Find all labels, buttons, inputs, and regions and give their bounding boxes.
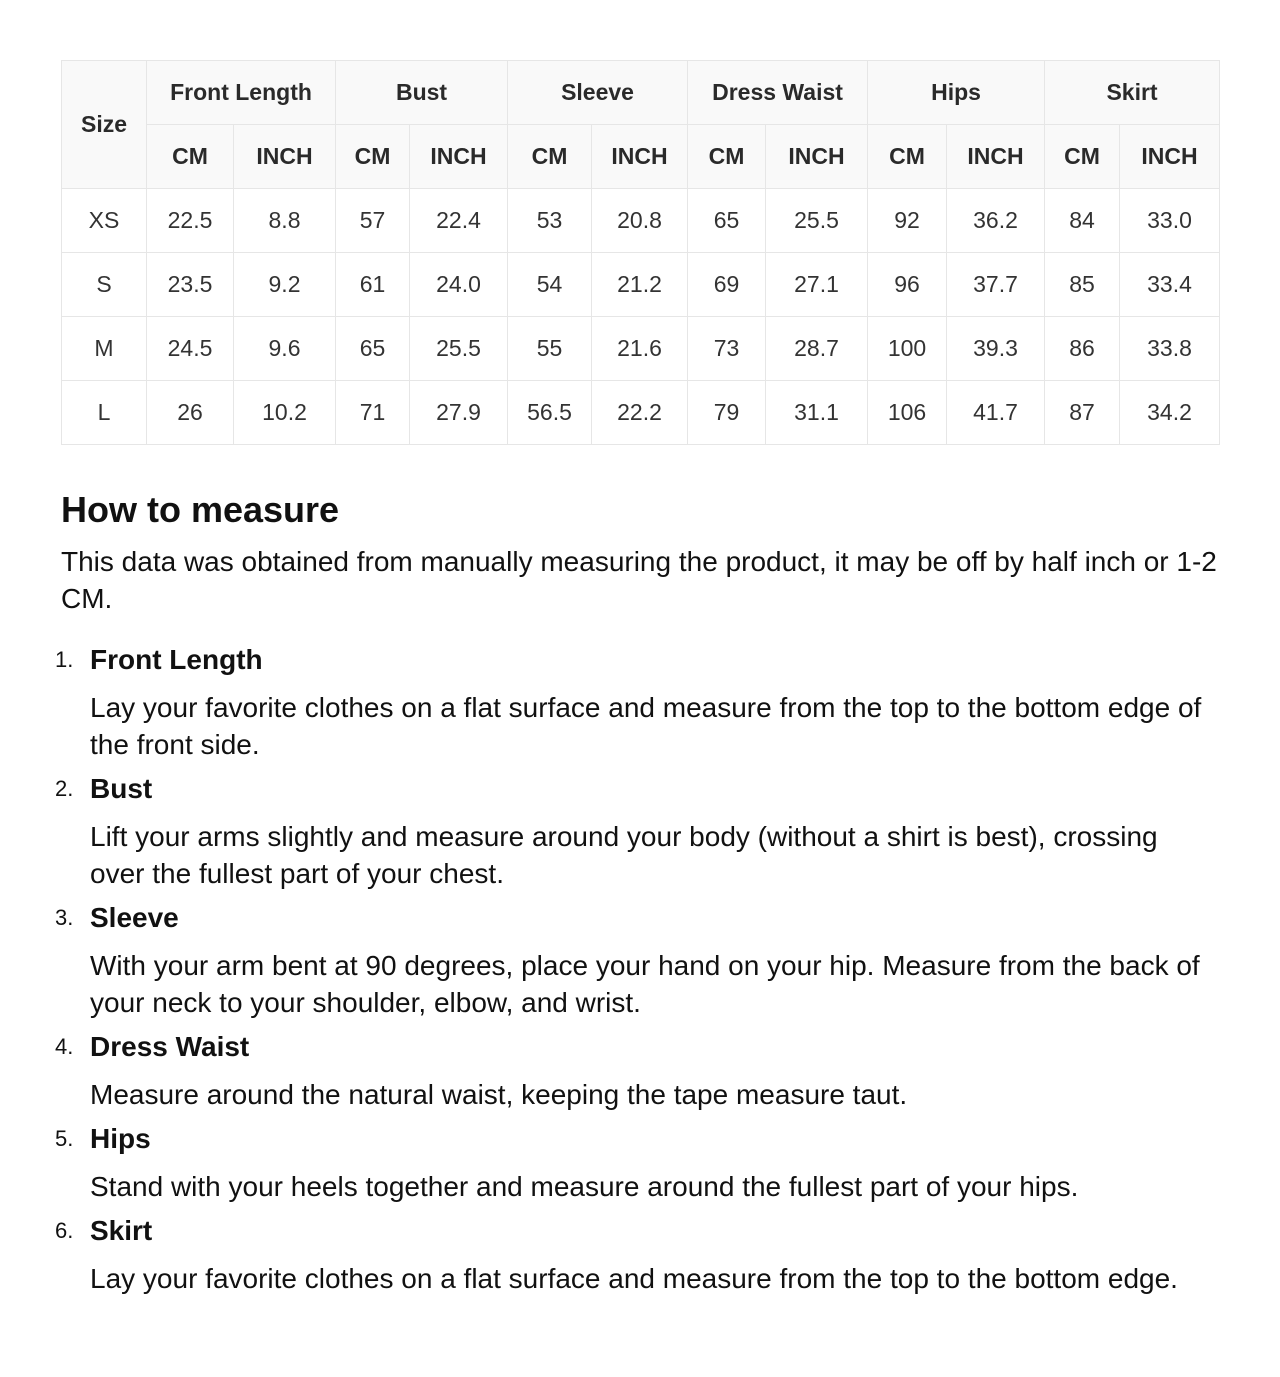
unit-header-cm: CM <box>688 125 766 189</box>
group-header-skirt: Skirt <box>1045 61 1220 125</box>
how-to-measure-title: How to measure <box>61 489 340 530</box>
table-cell: 55 <box>508 317 592 381</box>
table-cell: 20.8 <box>592 189 688 253</box>
list-item <box>55 1122 1219 1205</box>
group-header-front-length: Front Length <box>147 61 336 125</box>
size-chart-table <box>61 60 1220 445</box>
list-item <box>55 772 1219 892</box>
table-cell: 79 <box>688 381 766 445</box>
unit-header-cm: CM <box>508 125 592 189</box>
table-cell: 84 <box>1045 189 1120 253</box>
table-row <box>62 317 1220 381</box>
unit-header-cm: CM <box>147 125 234 189</box>
unit-header-inch: INCH <box>410 125 508 189</box>
table-cell: 21.2 <box>592 253 688 317</box>
list-item <box>55 1214 1219 1297</box>
table-cell: 73 <box>688 317 766 381</box>
unit-header-inch: INCH <box>234 125 336 189</box>
size-cell: XS <box>62 189 147 253</box>
step-number: 5. <box>55 1126 74 1151</box>
table-cell: 39.3 <box>947 317 1045 381</box>
list-item <box>55 643 1219 763</box>
table-cell: 87 <box>1045 381 1120 445</box>
unit-header-inch: INCH <box>766 125 868 189</box>
list-item <box>55 1030 1219 1113</box>
group-header-dress-waist: Dress Waist <box>688 61 868 125</box>
group-header-bust: Bust <box>336 61 508 125</box>
step-number: 2. <box>55 776 74 801</box>
table-cell: 25.5 <box>410 317 508 381</box>
table-cell: 37.7 <box>947 253 1045 317</box>
step-title: Bust <box>90 773 153 804</box>
step-description: Lay your favorite clothes on a flat surface and measure from the top to the bottom edge. <box>90 1263 1178 1294</box>
table-cell: 61 <box>336 253 410 317</box>
unit-header-cm: CM <box>1045 125 1120 189</box>
table-cell: 33.4 <box>1120 253 1220 317</box>
measurement-disclaimer: This data was obtained from manually measuring the product, it may be off by half inch or 1-2 CM. <box>61 546 1217 614</box>
header-row-units <box>62 125 1220 189</box>
step-number: 3. <box>55 905 74 930</box>
table-cell: 96 <box>868 253 947 317</box>
step-title: Front Length <box>90 644 263 675</box>
step-title: Hips <box>90 1123 151 1154</box>
step-description: Stand with your heels together and measure around the fullest part of your hips. <box>90 1171 1079 1202</box>
size-cell: L <box>62 381 147 445</box>
step-description: Measure around the natural waist, keeping the tape measure taut. <box>90 1079 908 1110</box>
table-cell: 92 <box>868 189 947 253</box>
table-row <box>62 381 1220 445</box>
table-cell: 33.0 <box>1120 189 1220 253</box>
step-title: Dress Waist <box>90 1031 250 1062</box>
table-row <box>62 253 1220 317</box>
table-cell: 22.2 <box>592 381 688 445</box>
step-number: 1. <box>55 647 74 672</box>
list-item <box>55 901 1219 1021</box>
table-cell: 57 <box>336 189 410 253</box>
header-row-groups <box>62 61 1220 125</box>
table-cell: 34.2 <box>1120 381 1220 445</box>
table-cell: 22.5 <box>147 189 234 253</box>
table-cell: 24.0 <box>410 253 508 317</box>
table-cell: 10.2 <box>234 381 336 445</box>
table-cell: 28.7 <box>766 317 868 381</box>
table-body <box>62 189 1220 445</box>
table-cell: 27.9 <box>410 381 508 445</box>
table-cell: 27.1 <box>766 253 868 317</box>
table-cell: 86 <box>1045 317 1120 381</box>
table-cell: 106 <box>868 381 947 445</box>
table-cell: 41.7 <box>947 381 1045 445</box>
table-cell: 33.8 <box>1120 317 1220 381</box>
table-cell: 54 <box>508 253 592 317</box>
unit-header-inch: INCH <box>592 125 688 189</box>
size-cell: S <box>62 253 147 317</box>
table-cell: 71 <box>336 381 410 445</box>
unit-header-cm: CM <box>868 125 947 189</box>
size-column-header: Size <box>62 61 147 189</box>
table-header <box>62 61 1220 189</box>
step-description: Lift your arms slightly and measure around your body (without a shirt is best), crossing over the fullest part of your chest. <box>90 821 1158 889</box>
step-number: 4. <box>55 1034 74 1059</box>
table-cell: 65 <box>336 317 410 381</box>
table-cell: 31.1 <box>766 381 868 445</box>
step-description: With your arm bent at 90 degrees, place your hand on your hip. Measure from the back of your neck to your shoulder, elbow, and wrist. <box>90 950 1200 1018</box>
step-number: 6. <box>55 1218 74 1243</box>
measurement-steps-list <box>55 643 1219 1297</box>
table-cell: 23.5 <box>147 253 234 317</box>
step-title: Skirt <box>90 1215 153 1246</box>
step-title: Sleeve <box>90 902 179 933</box>
table-cell: 22.4 <box>410 189 508 253</box>
table-cell: 69 <box>688 253 766 317</box>
size-cell: M <box>62 317 147 381</box>
table-cell: 53 <box>508 189 592 253</box>
table-cell: 85 <box>1045 253 1120 317</box>
unit-header-cm: CM <box>336 125 410 189</box>
unit-header-inch: INCH <box>1120 125 1220 189</box>
table-cell: 9.6 <box>234 317 336 381</box>
table-row <box>62 189 1220 253</box>
unit-header-inch: INCH <box>947 125 1045 189</box>
group-header-hips: Hips <box>868 61 1045 125</box>
table-cell: 24.5 <box>147 317 234 381</box>
table-cell: 36.2 <box>947 189 1045 253</box>
step-description: Lay your favorite clothes on a flat surface and measure from the top to the bottom edge of the front side. <box>90 692 1202 760</box>
table-cell: 9.2 <box>234 253 336 317</box>
table-cell: 56.5 <box>508 381 592 445</box>
table-cell: 21.6 <box>592 317 688 381</box>
table-cell: 26 <box>147 381 234 445</box>
table-cell: 8.8 <box>234 189 336 253</box>
table-cell: 65 <box>688 189 766 253</box>
table-cell: 25.5 <box>766 189 868 253</box>
group-header-sleeve: Sleeve <box>508 61 688 125</box>
table-cell: 100 <box>868 317 947 381</box>
